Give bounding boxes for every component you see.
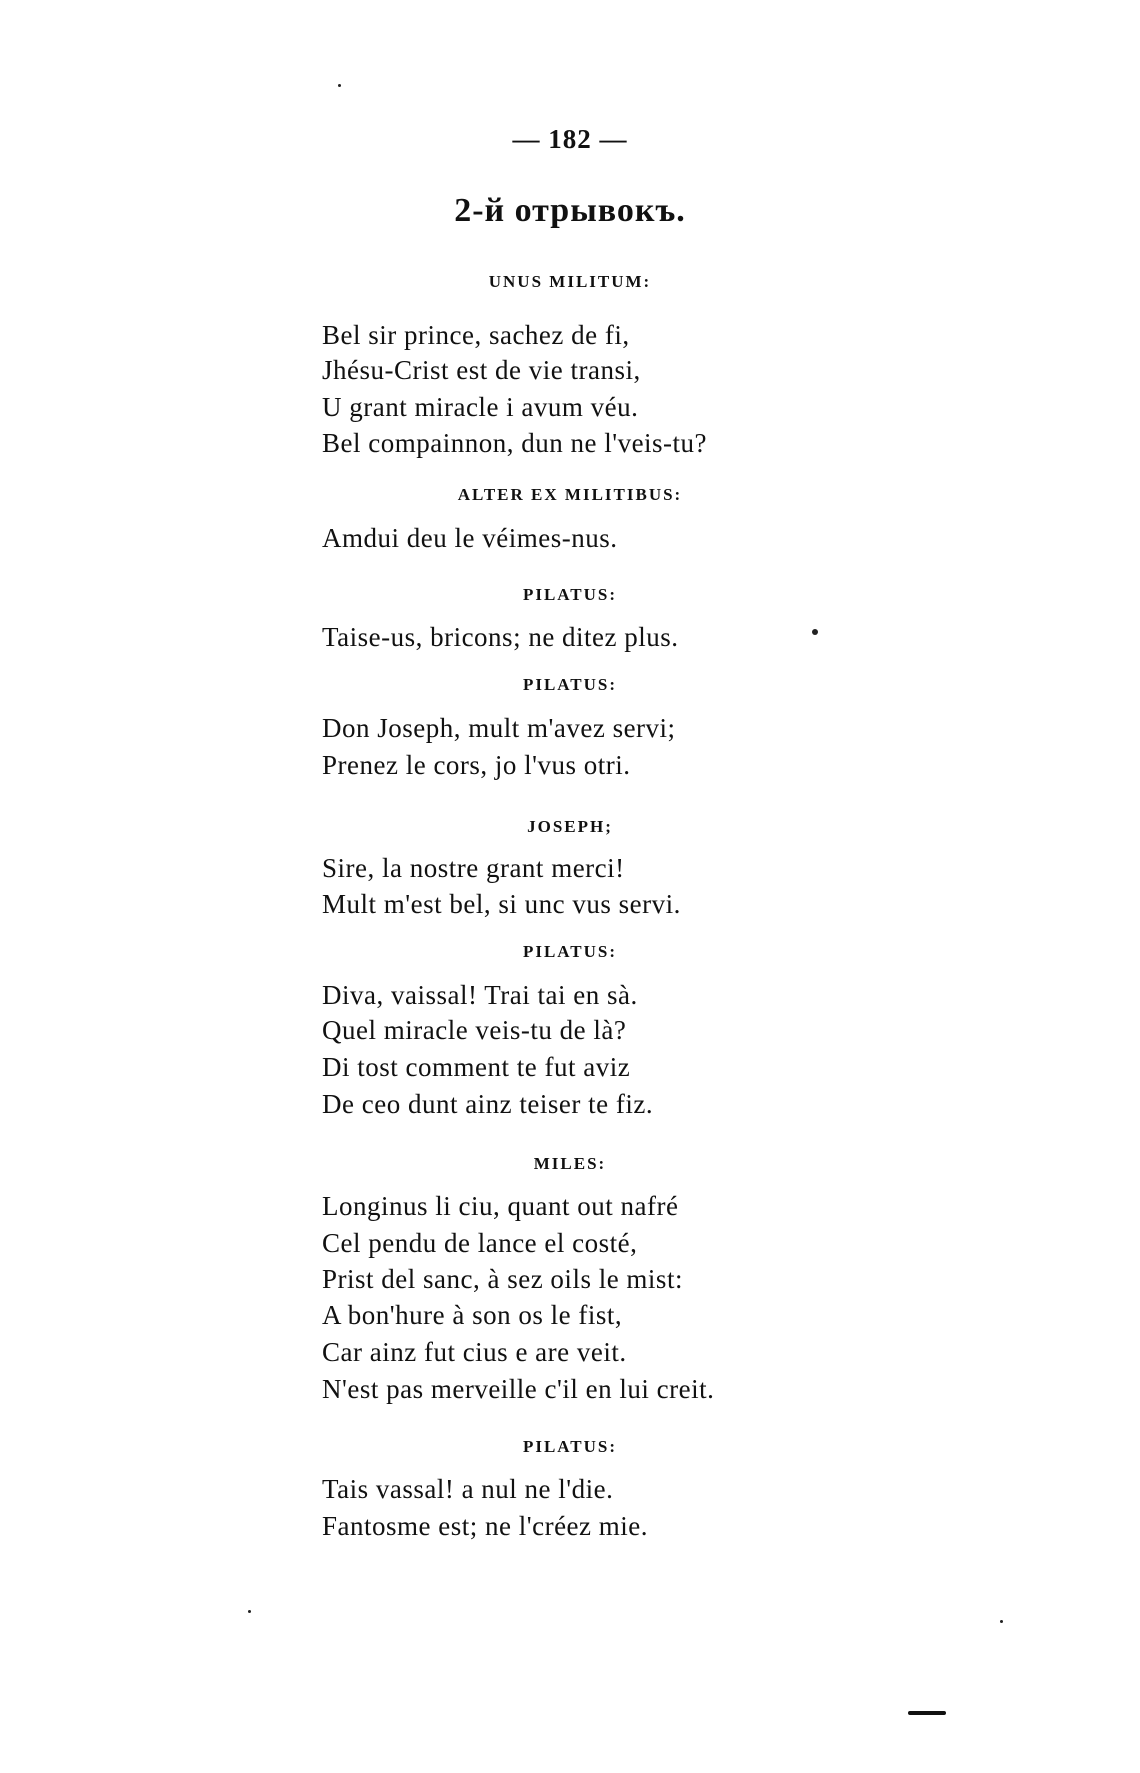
verse-line: Quel miracle veis-tu de là?	[322, 1015, 627, 1045]
verse-line: Di tost comment te fut aviz	[322, 1052, 631, 1082]
section-title: 2-й отрывокъ.	[454, 192, 686, 229]
speaker-heading: PILATUS:	[522, 942, 618, 961]
verse-line: Prist del sanc, à sez oils le mist:	[322, 1264, 683, 1294]
verse-line: N'est pas merveille c'il en lui creit.	[322, 1374, 715, 1404]
verse-line: Bel sir prince, sachez de fi,	[322, 320, 630, 350]
verse-line: Amdui deu le véimes-nus.	[322, 523, 618, 553]
page-number: — 182 —	[512, 124, 628, 154]
speaker-heading: UNUS MILITUM:	[488, 272, 652, 291]
verse-line: Mult m'est bel, si unc vus servi.	[322, 889, 681, 919]
verse-line: Longinus li ciu, quant out nafré	[322, 1191, 679, 1221]
verse-line: Fantosme est; ne l'créez mie.	[322, 1511, 649, 1541]
ink-speck	[338, 84, 341, 87]
verse-line: Tais vassal! a nul ne l'die.	[322, 1474, 614, 1504]
verse-line: De ceo dunt ainz teiser te fiz.	[322, 1089, 654, 1119]
verse-line: U grant miracle i avum véu.	[322, 392, 639, 422]
verse-line: Bel compainnon, dun ne l'veis-tu?	[322, 428, 708, 458]
verse-line: Cel pendu de lance el costé,	[322, 1228, 638, 1258]
verse-line: Sire, la nostre grant merci!	[322, 853, 625, 883]
speaker-heading: PILATUS:	[522, 1437, 618, 1456]
ink-speck	[812, 629, 818, 635]
speaker-heading: JOSEPH;	[527, 817, 613, 836]
verse-line: Taise-us, bricons; ne ditez plus.	[322, 622, 679, 652]
ink-speck	[1000, 1620, 1003, 1623]
verse-line: Prenez le cors, jo l'vus otri.	[322, 750, 631, 780]
verse-line: Don Joseph, mult m'avez servi;	[322, 713, 676, 743]
speaker-heading: PILATUS:	[522, 675, 618, 694]
verse-line: Diva, vaissal! Trai tai en sà.	[322, 980, 638, 1010]
speaker-heading: PILATUS:	[522, 585, 618, 604]
verse-line: Jhésu-Crist est de vie transi,	[322, 355, 641, 385]
verse-line: Car ainz fut cius e are veit.	[322, 1337, 627, 1367]
speaker-heading: ALTER EX MILITIBUS:	[457, 485, 683, 504]
ink-speck	[248, 1610, 251, 1613]
verse-line: A bon'hure à son os le fist,	[322, 1300, 623, 1330]
printer-mark	[908, 1711, 946, 1715]
speaker-heading: MILES:	[533, 1154, 607, 1173]
